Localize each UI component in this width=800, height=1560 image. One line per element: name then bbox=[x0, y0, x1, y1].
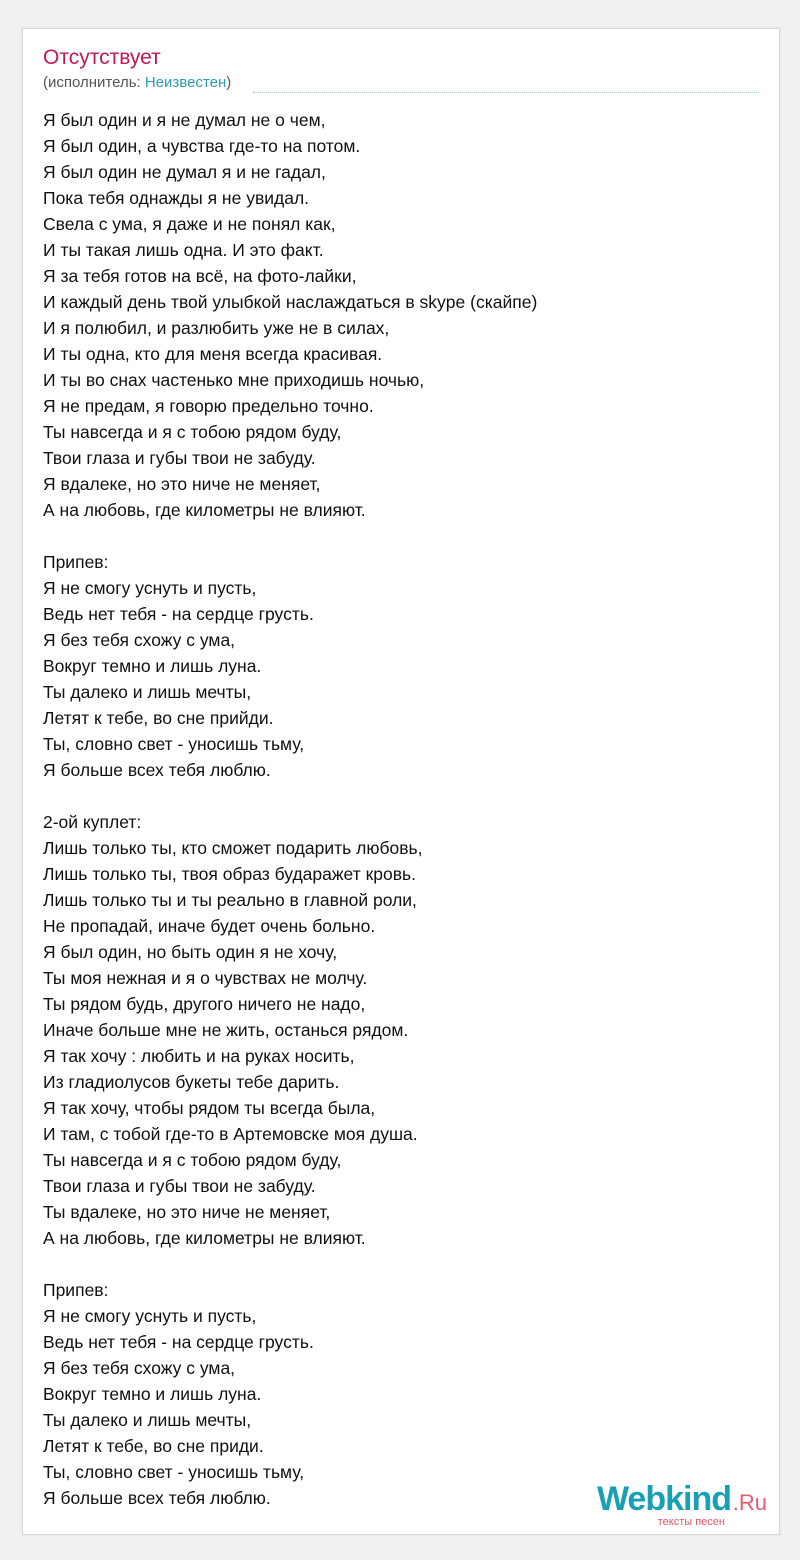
lyric-line: Ты вдалеке, но это ниче не меняет, bbox=[43, 1202, 331, 1222]
lyric-line: Я за тебя готов на всё, на фото-лайки, bbox=[43, 266, 357, 286]
watermark-tagline: тексты песен bbox=[657, 1516, 725, 1528]
lyric-line: А на любовь, где километры не влияют. bbox=[43, 1228, 366, 1248]
lyric-line: Иначе больше мне не жить, останься рядом. bbox=[43, 1020, 409, 1040]
site-watermark bbox=[571, 1480, 771, 1530]
lyric-line: Летят к тебе, во сне прийди. bbox=[43, 708, 274, 728]
lyric-line: Ты навсегда и я с тобою рядом буду, bbox=[43, 1150, 342, 1170]
lyric-line: Я был один, но быть один я не хочу, bbox=[43, 942, 338, 962]
lyric-line: Ты рядом будь, другого ничего не надо, bbox=[43, 994, 366, 1014]
lyric-line: Я был один, а чувства где-то на потом. bbox=[43, 136, 361, 156]
lyric-line: И я полюбил, и разлюбить уже не в силах, bbox=[43, 318, 390, 338]
lyric-line: И ты такая лишь одна. И это факт. bbox=[43, 240, 324, 260]
lyric-line: 2-ой куплет: bbox=[43, 812, 142, 832]
lyric-line: Летят к тебе, во сне приди. bbox=[43, 1436, 264, 1456]
lyric-line: Ты моя нежная и я о чувствах не молчу. bbox=[43, 968, 368, 988]
lyric-line: А на любовь, где километры не влияют. bbox=[43, 500, 366, 520]
lyric-line: Ты, словно свет - уносишь тьму, bbox=[43, 1462, 305, 1482]
lyric-line: Я так хочу : любить и на руках носить, bbox=[43, 1046, 355, 1066]
watermark-tld: .Ru bbox=[732, 1490, 767, 1515]
lyric-line: Лишь только ты, кто сможет подарить любовь, bbox=[43, 838, 423, 858]
lyric-line: Ведь нет тебя - на сердце грусть. bbox=[43, 1332, 314, 1352]
lyric-line: Я больше всех тебя люблю. bbox=[43, 1488, 271, 1508]
lyric-line: И там, с тобой где-то в Артемовске моя душа. bbox=[43, 1124, 418, 1144]
lyric-line: Пока тебя однажды я не увидал. bbox=[43, 188, 310, 208]
song-title: Отсутствует bbox=[43, 46, 161, 69]
artist-link[interactable]: Неизвестен bbox=[144, 74, 227, 91]
lyric-line: Я не смогу уснуть и пусть, bbox=[43, 1306, 257, 1326]
lyric-line: Я без тебя схожу с ума, bbox=[43, 1358, 236, 1378]
lyric-line: Я так хочу, чтобы рядом ты всегда была, bbox=[43, 1098, 376, 1118]
lyrics-body bbox=[43, 107, 763, 1511]
lyric-line: Лишь только ты, твоя образ бударажет кровь. bbox=[43, 864, 416, 884]
lyric-line: Вокруг темно и лишь луна. bbox=[43, 656, 262, 676]
lyric-line: Твои глаза и губы твои не забуду. bbox=[43, 448, 316, 468]
artist-prefix: (исполнитель: bbox=[43, 74, 145, 91]
stanza-break bbox=[43, 1251, 763, 1277]
lyric-line: Я был один не думал я и не гадал, bbox=[43, 162, 326, 182]
lyric-line: Ты далеко и лишь мечты, bbox=[43, 682, 252, 702]
lyric-line: Лишь только ты и ты реально в главной роли, bbox=[43, 890, 417, 910]
lyric-line: Я вдалеке, но это ниче не меняет, bbox=[43, 474, 321, 494]
lyric-line: Твои глаза и губы твои не забуду. bbox=[43, 1176, 316, 1196]
watermark-brand: Webkind bbox=[596, 1480, 731, 1518]
lyric-line: Я не смогу уснуть и пусть, bbox=[43, 578, 257, 598]
lyric-line: И каждый день твой улыбкой наслаждаться в skype (скайпе) bbox=[43, 292, 538, 312]
lyric-line: Я больше всех тебя люблю. bbox=[43, 760, 271, 780]
stanza-break bbox=[43, 523, 763, 549]
artist-suffix: ) bbox=[226, 74, 232, 91]
lyric-line: Не пропадай, иначе будет очень больно. bbox=[43, 916, 376, 936]
title-divider bbox=[253, 92, 759, 93]
stanza-break bbox=[43, 783, 763, 809]
lyrics-card bbox=[22, 28, 780, 1535]
lyric-line: Ведь нет тебя - на сердце грусть. bbox=[43, 604, 314, 624]
lyric-line: Припев: bbox=[43, 1280, 109, 1300]
artist-line bbox=[43, 73, 231, 93]
lyric-line: Я не предам, я говорю предельно точно. bbox=[43, 396, 374, 416]
lyric-line: И ты одна, кто для меня всегда красивая. bbox=[43, 344, 383, 364]
lyric-line: Ты, словно свет - уносишь тьму, bbox=[43, 734, 305, 754]
lyric-line: Ты далеко и лишь мечты, bbox=[43, 1410, 252, 1430]
lyric-line: Я без тебя схожу с ума, bbox=[43, 630, 236, 650]
lyric-line: Припев: bbox=[43, 552, 109, 572]
lyric-line: И ты во снах частенько мне приходишь ночью, bbox=[43, 370, 425, 390]
lyric-line: Вокруг темно и лишь луна. bbox=[43, 1384, 262, 1404]
lyric-line: Я был один и я не думал не о чем, bbox=[43, 110, 326, 130]
lyric-line: Свела с ума, я даже и не понял как, bbox=[43, 214, 336, 234]
lyric-line: Ты навсегда и я с тобою рядом буду, bbox=[43, 422, 342, 442]
lyric-line: Из гладиолусов букеты тебе дарить. bbox=[43, 1072, 340, 1092]
